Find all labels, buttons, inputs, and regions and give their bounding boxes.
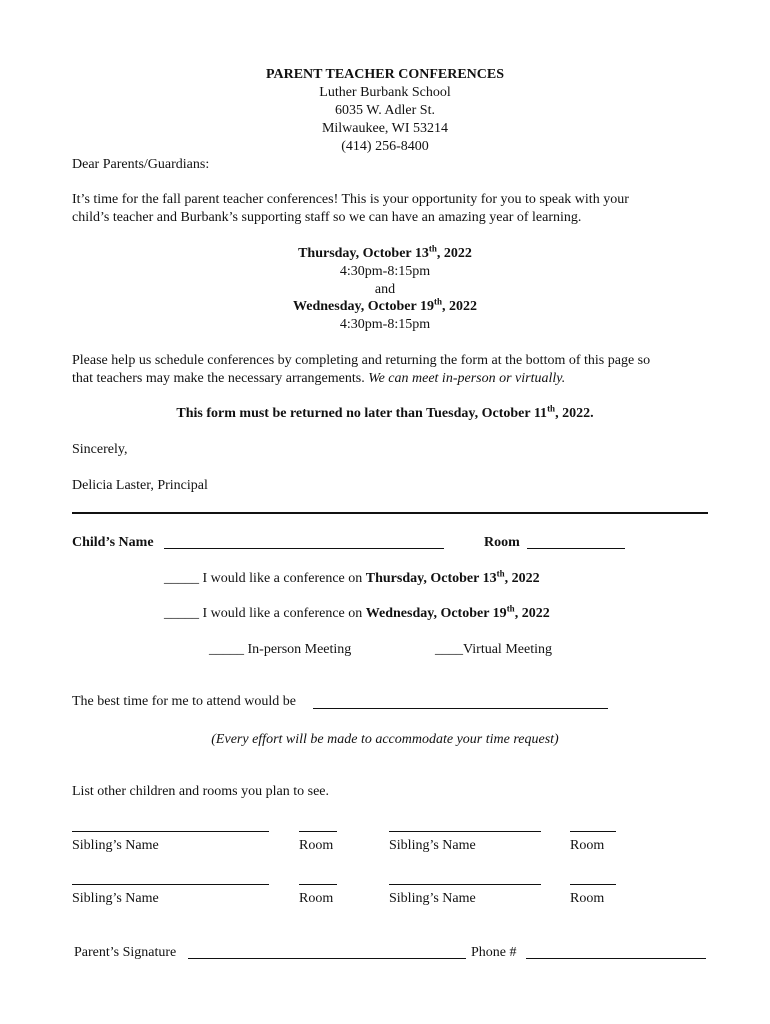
option-wednesday-blank[interactable]: _____ <box>164 606 199 621</box>
intro-line-1: It’s time for the fall parent teacher conferences! This is your opportunity for you to speak with your <box>72 192 629 207</box>
section-divider <box>72 512 708 514</box>
sibling-2-name-field[interactable] <box>389 831 541 832</box>
sibling-room-label: Room <box>299 891 334 906</box>
in-person-blank[interactable]: _____ <box>209 642 244 657</box>
return-deadline: This form must be returned no later than Tuesday, October 11th, 2022. <box>176 403 594 421</box>
sibling-1-room-field[interactable] <box>299 831 337 832</box>
effort-note: (Every effort will be made to accommodate your time request) <box>211 732 559 747</box>
option-in-person[interactable]: _____ In-person Meeting <box>209 642 352 657</box>
school-city: Milwaukee, WI 53214 <box>321 121 449 136</box>
sibling-name-label: Sibling’s Name <box>389 838 476 853</box>
school-street: 6035 W. Adler St. <box>335 103 435 118</box>
conference-and: and <box>374 282 396 297</box>
closing: Sincerely, <box>72 442 128 457</box>
sibling-4-room-field[interactable] <box>570 884 616 885</box>
principal-name: Delicia Laster, Principal <box>72 478 208 493</box>
conference-date-2: Wednesday, October 19th, 2022 <box>293 296 477 314</box>
room-field[interactable] <box>527 548 625 549</box>
conference-date-1: Thursday, October 13th, 2022 <box>298 243 472 261</box>
option-thursday-blank[interactable]: _____ <box>164 571 199 586</box>
sibling-name-label: Sibling’s Name <box>389 891 476 906</box>
child-name-label: Child’s Name <box>72 535 154 550</box>
best-time-label: The best time for me to attend would be <box>72 694 296 709</box>
sibling-name-label: Sibling’s Name <box>72 891 159 906</box>
sibling-4-name-field[interactable] <box>389 884 541 885</box>
child-name-field[interactable] <box>164 548 444 549</box>
sibling-room-label: Room <box>570 838 605 853</box>
option-virtual[interactable]: ____Virtual Meeting <box>435 642 552 657</box>
sibling-1-name-field[interactable] <box>72 831 269 832</box>
option-wednesday[interactable]: _____ I would like a conference on Wednesday, October 19th, 2022 <box>164 603 550 621</box>
conference-time-2: 4:30pm-8:15pm <box>339 317 431 332</box>
sibling-2-room-field[interactable] <box>570 831 616 832</box>
greeting: Dear Parents/Guardians: <box>72 157 210 172</box>
sibling-3-room-field[interactable] <box>299 884 337 885</box>
phone-field[interactable] <box>526 958 706 959</box>
instructions-line-2: that teachers may make the necessary arrangements. We can meet in-person or virtually. <box>72 371 566 386</box>
conference-time-1: 4:30pm-8:15pm <box>339 264 431 279</box>
siblings-intro: List other children and rooms you plan to see. <box>72 784 329 799</box>
sibling-name-label: Sibling’s Name <box>72 838 159 853</box>
sibling-room-label: Room <box>570 891 605 906</box>
option-thursday[interactable]: _____ I would like a conference on Thursday, October 13th, 2022 <box>164 568 540 586</box>
instructions-line-1: Please help us schedule conferences by completing and returning the form at the bottom of this page so <box>72 353 651 368</box>
instructions-paragraph <box>72 352 702 388</box>
school-name: Luther Burbank School <box>319 85 451 100</box>
best-time-field[interactable] <box>313 708 608 709</box>
school-phone: (414) 256-8400 <box>341 139 429 154</box>
intro-paragraph <box>72 191 702 227</box>
room-label: Room <box>484 535 520 550</box>
phone-label: Phone # <box>471 945 517 960</box>
parent-signature-label: Parent’s Signature <box>74 945 177 960</box>
sibling-3-name-field[interactable] <box>72 884 269 885</box>
intro-line-2: child’s teacher and Burbank’s supporting staff so we can have an amazing year of learning. <box>72 210 582 225</box>
sibling-room-label: Room <box>299 838 334 853</box>
parent-signature-field[interactable] <box>188 958 466 959</box>
virtual-blank[interactable]: ____ <box>435 642 463 657</box>
page-title: PARENT TEACHER CONFERENCES <box>265 67 505 82</box>
